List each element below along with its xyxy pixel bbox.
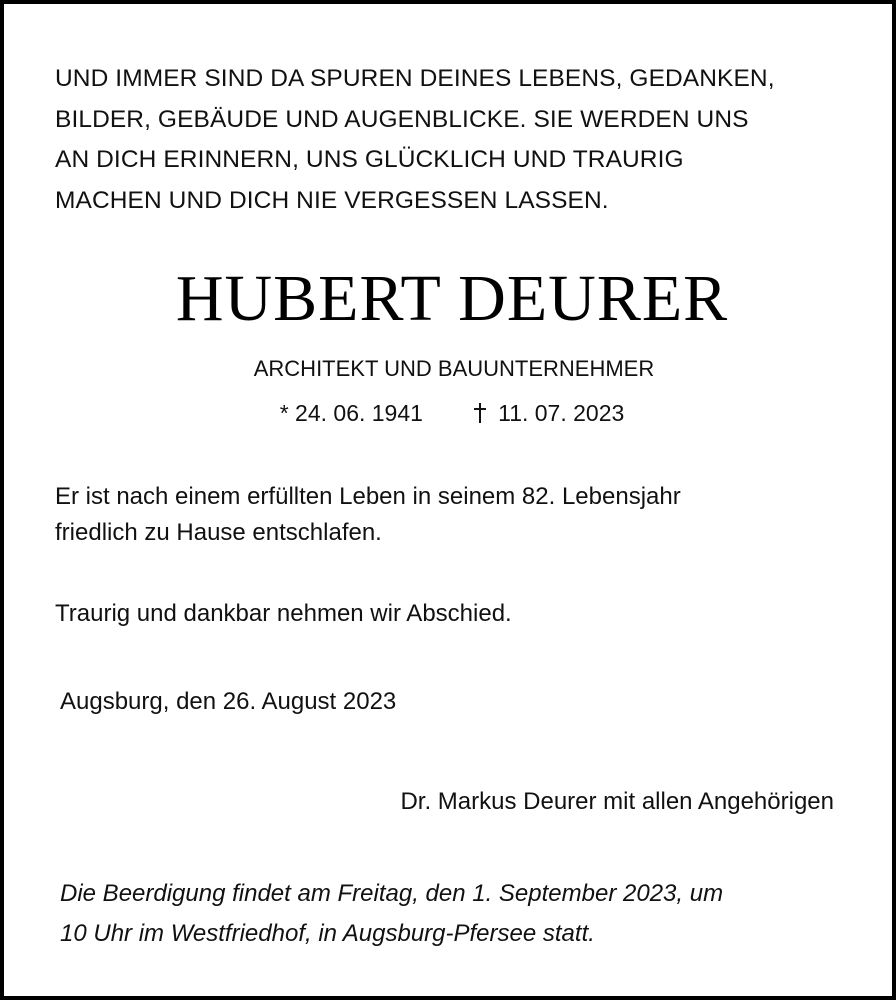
birth-date: * 24. 06. 1941 [279,400,423,426]
memorial-quote [55,59,843,221]
funeral-line: 10 Uhr im Westfriedhof, in Augsburg-Pfersee statt. [60,920,595,947]
deceased-name: HUBERT DEURER [175,262,729,335]
quote-line: AN DICH ERINNERN, UNS GLÜCKLICH UND TRAURIG [55,146,684,173]
statement-line: Er ist nach einem erfüllten Leben in seinem 82. Lebensjahr [55,483,681,510]
farewell-statement: Traurig und dankbar nehmen wir Abschied. [55,600,512,627]
life-dates [4,397,896,429]
funeral-details [60,874,840,954]
funeral-line: Die Beerdigung findet am Freitag, den 1. September 2023, um [60,880,724,907]
death-date: 11. 07. 2023 [498,400,625,426]
passing-statement [55,479,843,551]
cross-icon [474,403,486,423]
quote-line: BILDER, GEBÄUDE UND AUGENBLICKE. SIE WERDEN UNS [55,105,749,133]
statement-line: friedlich zu Hause entschlafen. [55,519,382,546]
signatories: Dr. Markus Deurer mit allen Angehörigen [400,788,834,815]
quote-line: MACHEN UND DICH NIE VERGESSEN LASSEN. [55,186,609,214]
place-and-date: Augsburg, den 26. August 2023 [60,688,397,715]
quote-line: UND IMMER SIND DA SPUREN DEINES LEBENS, GEDANKEN, [55,65,775,92]
profession: ARCHITEKT UND BAUUNTERNEHMER [253,356,655,381]
